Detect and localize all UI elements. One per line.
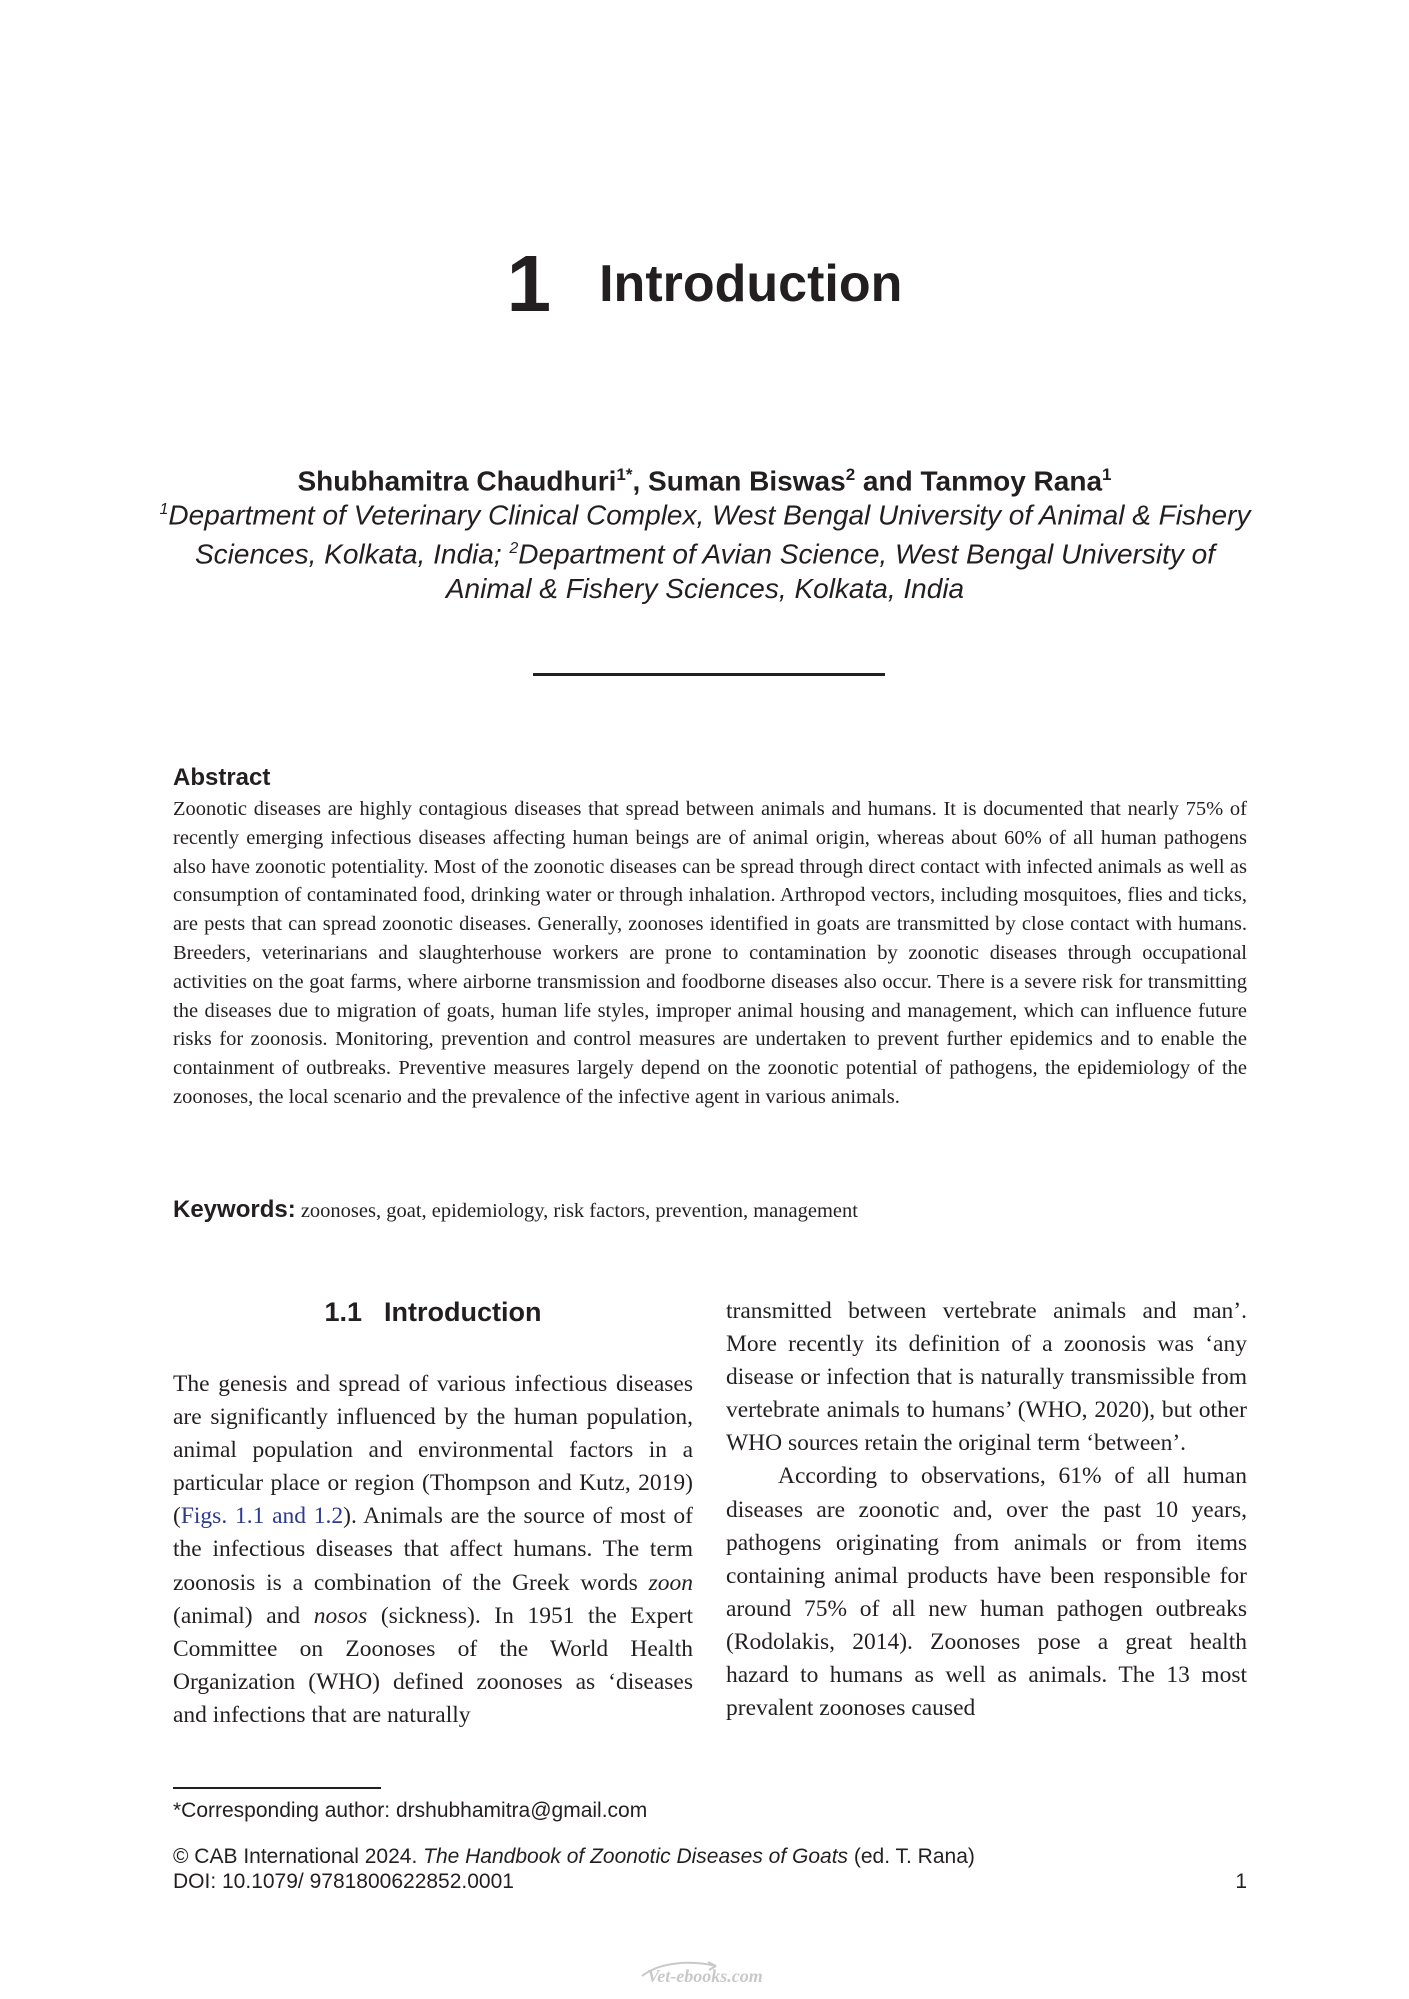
affiliations xyxy=(150,493,1260,606)
affiliation-text: Department of Avian Science, West Bengal University of Animal & Fishery Sciences, Kolkata, India xyxy=(445,538,1216,604)
author-separator: , xyxy=(632,465,649,497)
text-run: The genesis and spread of various infectious diseases are significantly influenced by the human population, animal population and environmental factors in a particular place or region (Thompson and Kutz, 2019) ( xyxy=(173,1371,693,1530)
abstract-heading: Abstract xyxy=(173,764,271,791)
page-number: 1 xyxy=(1235,1870,1247,1893)
section-heading xyxy=(173,1297,693,1328)
watermark-logo xyxy=(0,1954,1409,1993)
chapter-title: Introduction xyxy=(599,255,903,313)
title-divider xyxy=(533,673,885,676)
paragraph xyxy=(173,1368,693,1732)
paragraph: According to observations, 61% of all human diseases are zoonotic and, over the past 10 years, pathogens originating from animals or from items containing animal products have been responsible for around 75% of all new human pathogen outbreaks (Rodolakis, 2014). Zoonoses pose a great health hazard to humans as well as animals. The 13 most prevalent zoonoses caused xyxy=(726,1463,1247,1722)
corresponding-author-footnote: *Corresponding author: drshubhamitra@gmail.com xyxy=(173,1799,648,1822)
greek-term: zoon xyxy=(648,1569,693,1596)
text-run: (sickness). In 1951 the Expert Committee on Zoonoses of the World Health Organization (WHO) defined zoonoses as ‘diseases and infections that are naturally xyxy=(173,1602,694,1728)
watermark-icon xyxy=(620,1954,790,1988)
abstract-body: Zoonotic diseases are highly contagious diseases that spread between animals and humans. It is documented that nearly 75% of recently emerging infectious diseases affecting human beings are of animal origin, whereas about 60% of all human pathogens also have zoonotic potentiality. Most of the zoonotic diseases can be spread through direct contact with infected animals as well as consumption of contaminated food, drinking water or through inhalation. Arthropod vectors, including mosquitoes, flies and ticks, are pests that can spread zoonotic diseases. Generally, zoonoses identified in goats are transmitted by close contact with humans. Breeders, veterinarians and slaughterhouse workers are prone to contamination by zoonotic diseases through occupational activities on the goat farms, where airborne transmission and foodborne diseases also occur. There is a severe risk for transmitting the diseases due to migration of goats, human life styles, improper animal housing and management, which can influence future risks for zoonosis. Monitoring, prevention and control measures are undertaken to prevent further epidemics and to enable the containment of outbreaks. Preventive measures largely depend on the zoonotic potential of pathogens, the epidemiology of the zoonoses, the local scenario and the prevalence of the infective agent in various animals. xyxy=(173,798,1247,1108)
greek-term: nosos xyxy=(313,1602,368,1629)
copyright-prefix: © CAB International 2024. xyxy=(173,1845,424,1868)
doi: DOI: 10.1079/ 9781800622852.0001 xyxy=(173,1870,514,1893)
author-name: Tanmoy Rana xyxy=(920,465,1103,497)
author-separator: and xyxy=(855,465,921,497)
text-run: (animal) and xyxy=(173,1602,314,1629)
keywords-text: zoonoses, goat, epidemiology, risk factors, prevention, management xyxy=(295,1200,858,1222)
right-column xyxy=(726,1295,1247,1725)
chapter-number: 1 xyxy=(506,239,552,328)
author-name: Suman Biswas xyxy=(648,465,846,497)
copyright-notice xyxy=(173,1844,975,1894)
book-title: The Handbook of Zoonotic Diseases of Goats xyxy=(423,1845,849,1868)
affiliation-marker: 1 xyxy=(159,501,169,518)
figure-link[interactable]: Figs. 1.1 and 1.2 xyxy=(180,1503,344,1530)
author-affiliation-marker: 1* xyxy=(616,465,633,484)
chapter-heading xyxy=(0,238,1409,330)
author-affiliation-marker: 1 xyxy=(1102,465,1112,484)
left-column xyxy=(173,1368,693,1732)
affiliation-marker: 2 xyxy=(509,540,519,558)
author-name: Shubhamitra Chaudhuri xyxy=(297,465,617,497)
text-run: ). Animals are the source of most of the infectious diseases that affect humans. The term zoonosis is a combination of the Greek words xyxy=(173,1503,693,1596)
paragraph: transmitted between vertebrate animals and man’. More recently its definition of a zoonosis was ‘any disease or infection that is naturally transmissible from vertebrate animals to humans’ (WHO, 2020), but other WHO sources retain the original term ‘between’. xyxy=(726,1298,1247,1457)
copyright-line xyxy=(173,1844,975,1869)
affiliation-text: Department of Veterinary Clinical Complex, West Bengal University of Animal & Fishery Sciences, Kolkata, India; xyxy=(168,499,1251,570)
book-editor: (ed. T. Rana) xyxy=(848,1845,975,1868)
section-title: Introduction xyxy=(384,1297,542,1327)
keywords-label: Keywords: xyxy=(173,1196,296,1223)
footnote-divider xyxy=(173,1787,381,1789)
keywords xyxy=(173,1196,1247,1224)
watermark-text: Vet-ebooks.com xyxy=(646,1966,763,1986)
author-affiliation-marker: 2 xyxy=(845,465,856,484)
section-number: 1.1 xyxy=(324,1297,363,1327)
